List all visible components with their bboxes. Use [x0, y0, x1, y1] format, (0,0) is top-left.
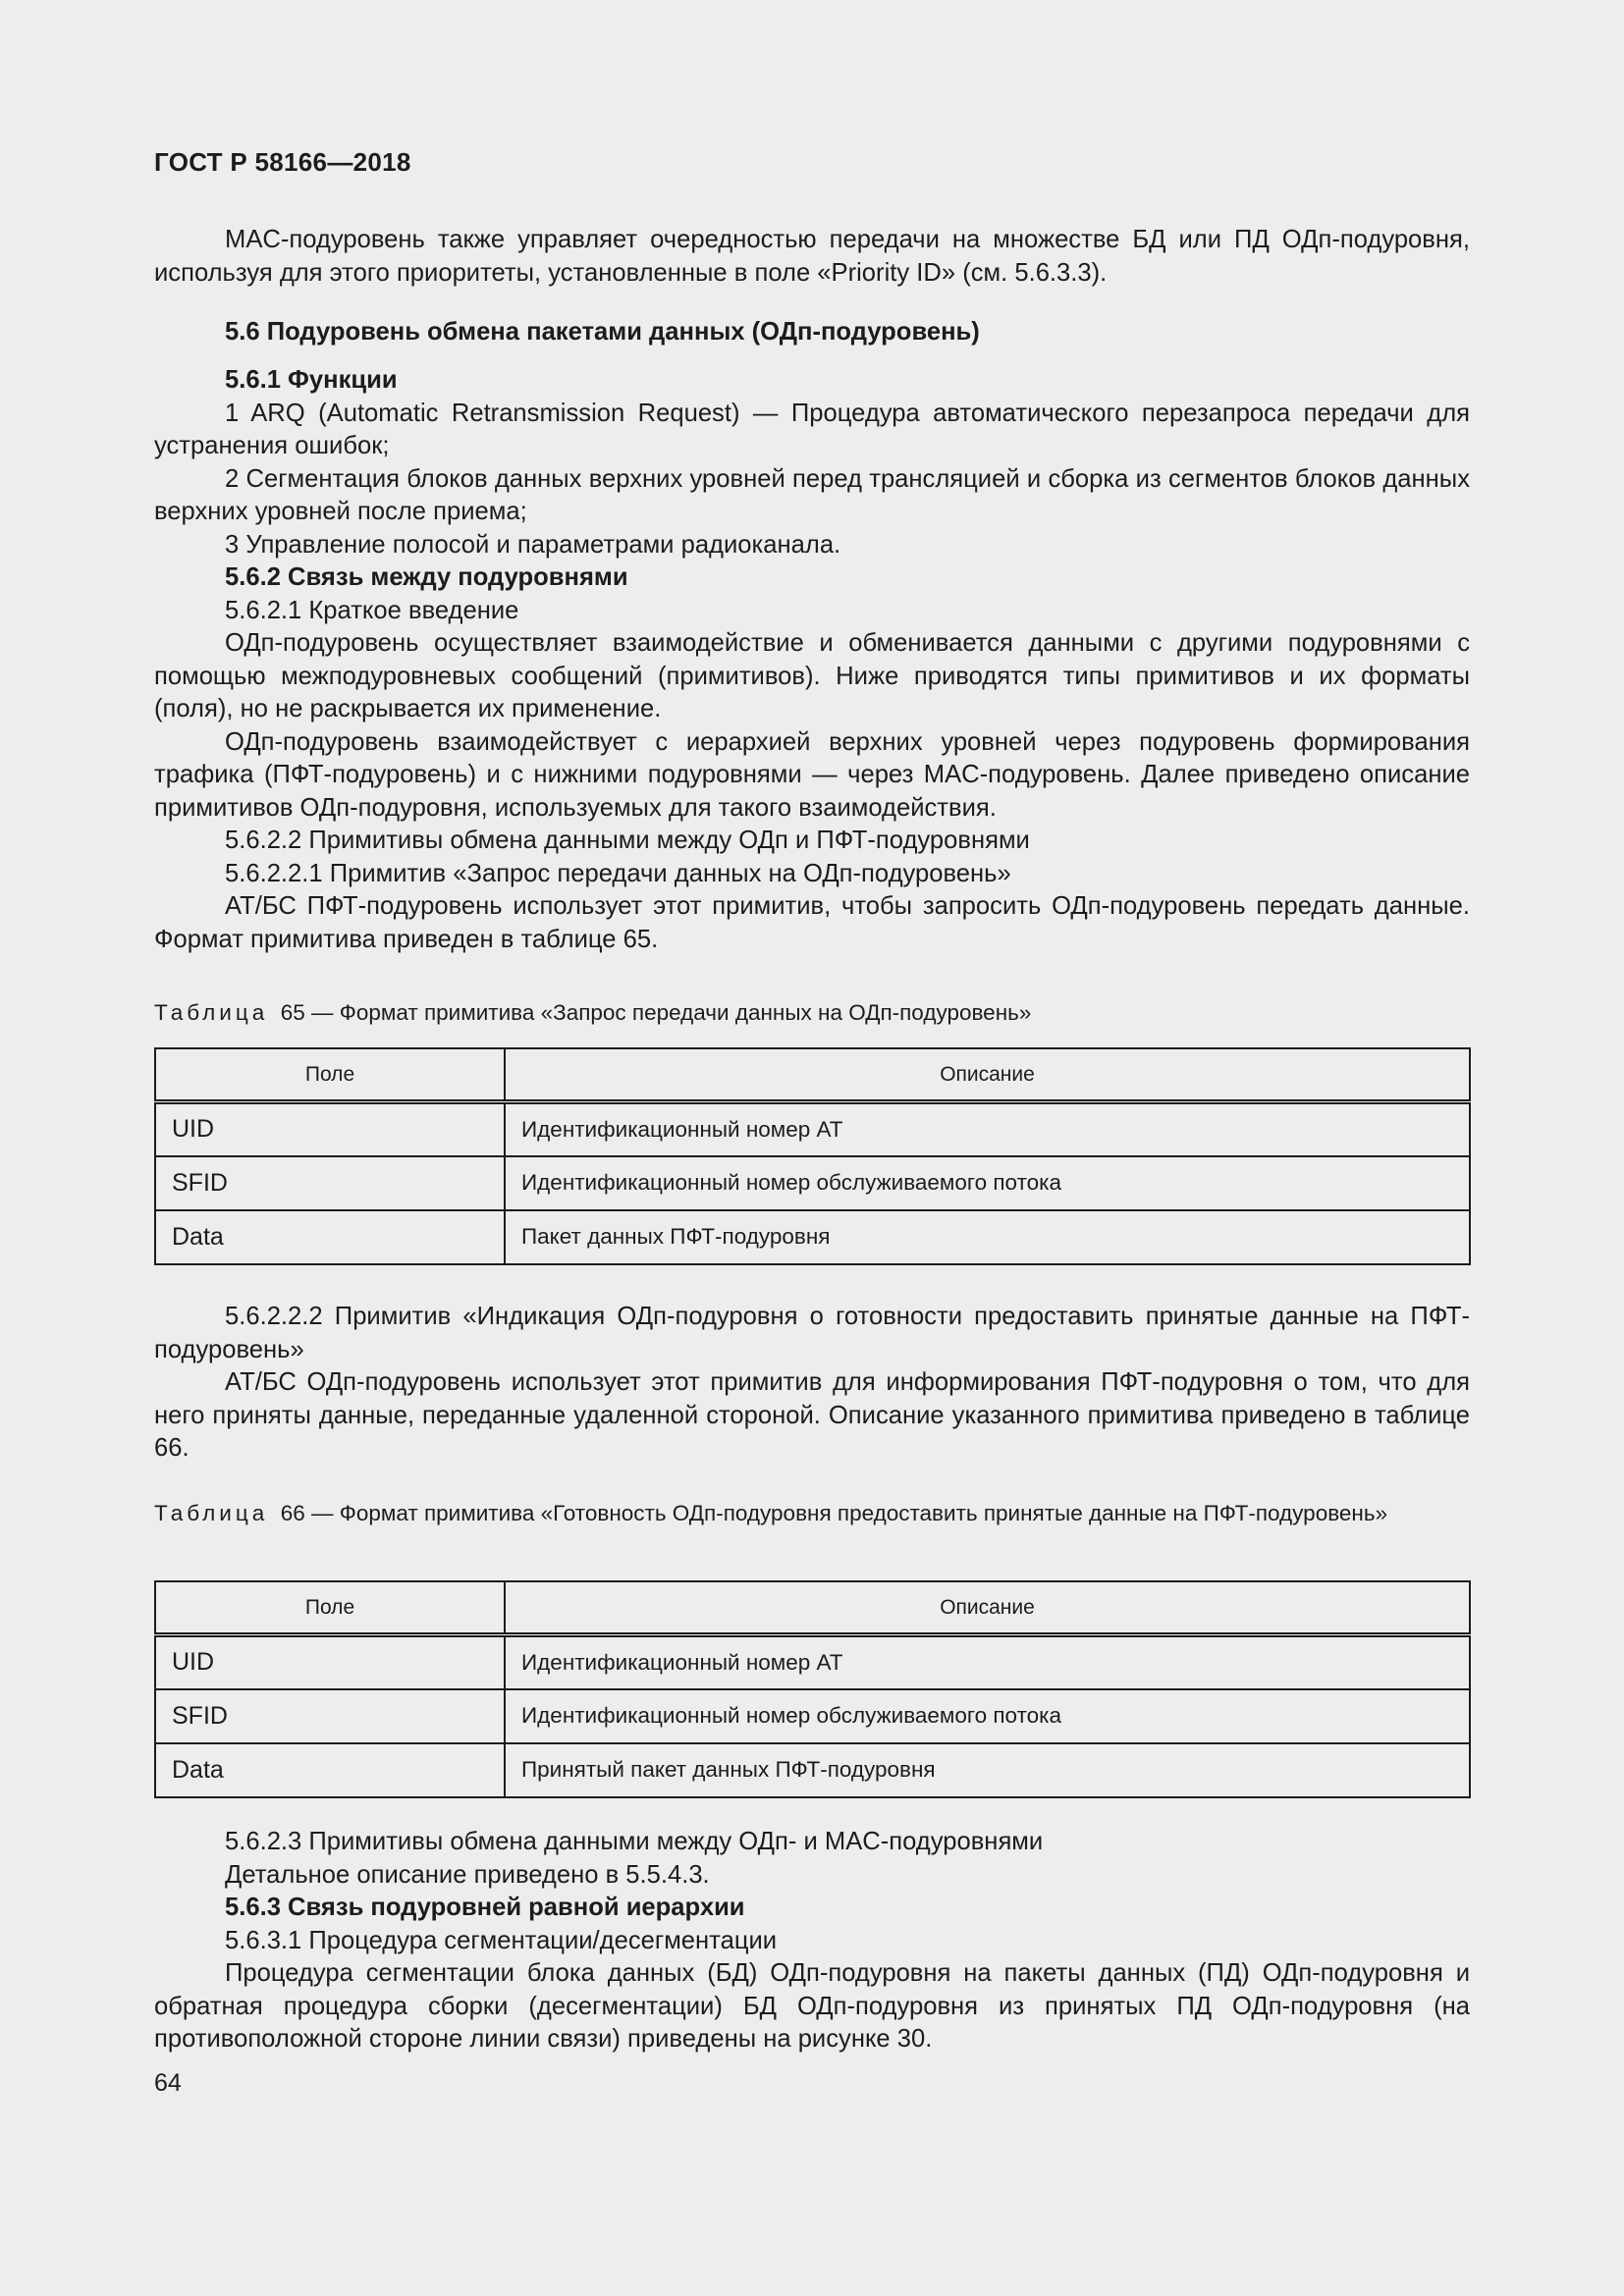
table-66-caption: Таблица 66 — Формат примитива «Готовность ОДп-подуровня предоставить принятые данные на ПФТ-подуровень» — [154, 1501, 1388, 1525]
section-5-6-2-3-heading: 5.6.2.3 Примитивы обмена данными между ОДп- и MAC-подуровнями — [225, 1828, 1044, 1855]
section-5-6-3-heading: 5.6.3 Связь подуровней равной иерархии — [225, 1894, 745, 1921]
function-item-2: 2 Сегментация блоков данных верхних уровней перед трансляцией и сборка из сегментов блоков данных верхних уровней после приема; — [154, 464, 1470, 525]
section-5-6-3-1-heading: 5.6.3.1 Процедура сегментации/десегментации — [225, 1926, 778, 1954]
intro-paragraph: MAC-подуровень также управляет очередностью передачи на множестве БД или ПД ОДп-подуровня, используя для этого приоритеты, установленные в поле «Priority ID» (см. 5.6.3.3). — [154, 226, 1470, 287]
page-number: 64 — [154, 2069, 182, 2097]
table-66-header-desc: Описание — [505, 1581, 1470, 1635]
paragraph-5-6-2-2-2: АТ/БС ОДп-подуровень использует этот примитив для информирования ПФТ-подуровня о том, что для него приняты данные, переданные удаленной стороной. Описание указанного примитива приведено в таблице 66. — [154, 1368, 1470, 1462]
section-5-6-2-2-2-block — [154, 1301, 1470, 1466]
section-5-6-2-heading: 5.6.2 Связь между подуровнями — [225, 563, 628, 591]
section-5-6-1-heading: 5.6.1 Функции — [225, 366, 398, 394]
paragraph-5-6-2-2-1: АТ/БС ПФТ-подуровень использует этот примитив, чтобы запросить ОДп-подуровень передать данные. Формат примитива приведен в таблице 65. — [154, 892, 1470, 953]
table-row: Data Принятый пакет данных ПФТ-подуровня — [155, 1743, 1470, 1797]
table-65-header-desc: Описание — [505, 1048, 1470, 1102]
paragraph-5-6-2-1-a: ОДп-подуровень осуществляет взаимодействие и обменивается данными с другими подуровнями с помощью межподуровневых сообщений (примитивов). Ниже приводятся типы примитивов и их форматы (поля), но не раскрывается их применение. — [154, 629, 1470, 722]
function-item-3: 3 Управление полосой и параметрами радиоканала. — [225, 530, 841, 559]
paragraph-5-6-2-1-b: ОДп-подуровень взаимодействует с иерархией верхних уровней через подуровень формирования трафика (ПФТ-подуровень) и с нижними подуровнями — через MAC-подуровень. Далее приведено описание примитивов ОДп-подуровня, используемых для такого взаимодействия. — [154, 727, 1470, 822]
table-65-caption: Таблица 65 — Формат примитива «Запрос передачи данных на ОДп-подуровень» — [154, 1000, 1032, 1025]
table-65 — [154, 1047, 1471, 1265]
table-66 — [154, 1580, 1471, 1798]
section-5-6-heading: 5.6 Подуровень обмена пакетами данных (ОДп-подуровень) — [225, 318, 980, 346]
function-item-1: 1 ARQ (Automatic Retransmission Request) — Процедура автоматического перезапроса передачи для устранения ошибок; — [154, 399, 1470, 459]
section-5-6-1-block — [154, 364, 1470, 956]
table-row: UID Идентификационный номер АТ — [155, 1102, 1470, 1156]
table-row: SFID Идентификационный номер обслуживаемого потока — [155, 1156, 1470, 1210]
paragraph-5-6-2-3: Детальное описание приведено в 5.5.4.3. — [225, 1860, 710, 1889]
table-65-header-field: Поле — [155, 1048, 505, 1102]
table-row: Data Пакет данных ПФТ-подуровня — [155, 1210, 1470, 1264]
section-5-6-2-1-heading: 5.6.2.1 Краткое введение — [225, 596, 519, 624]
section-5-6-2-2-heading: 5.6.2.2 Примитивы обмена данными между ОДп и ПФТ-подуровнями — [225, 827, 1030, 854]
table-row: SFID Идентификационный номер обслуживаемого потока — [155, 1689, 1470, 1743]
section-5-6-2-2-2-heading: 5.6.2.2.2 Примитив «Индикация ОДп-подуровня о готовности предоставить принятые данные на ПФТ-подуровень» — [154, 1303, 1470, 1363]
table-66-header-field: Поле — [155, 1581, 505, 1635]
document-header: ГОСТ Р 58166—2018 — [154, 147, 411, 177]
table-row: UID Идентификационный номер АТ — [155, 1635, 1470, 1689]
paragraph-5-6-3-1: Процедура сегментации блока данных (БД) ОДп-подуровня на пакеты данных (ПД) ОДп-подуровня и обратная процедура сборки (десегментации) БД ОДп-подуровня из принятых ПД ОДп-подуровня (на противоположной стороне линии связи) приведены на рисунке 30. — [154, 1959, 1470, 2053]
section-5-6-2-3-block — [154, 1826, 1470, 2056]
section-5-6-2-2-1-heading: 5.6.2.2.1 Примитив «Запрос передачи данных на ОДп-подуровень» — [225, 859, 1011, 887]
